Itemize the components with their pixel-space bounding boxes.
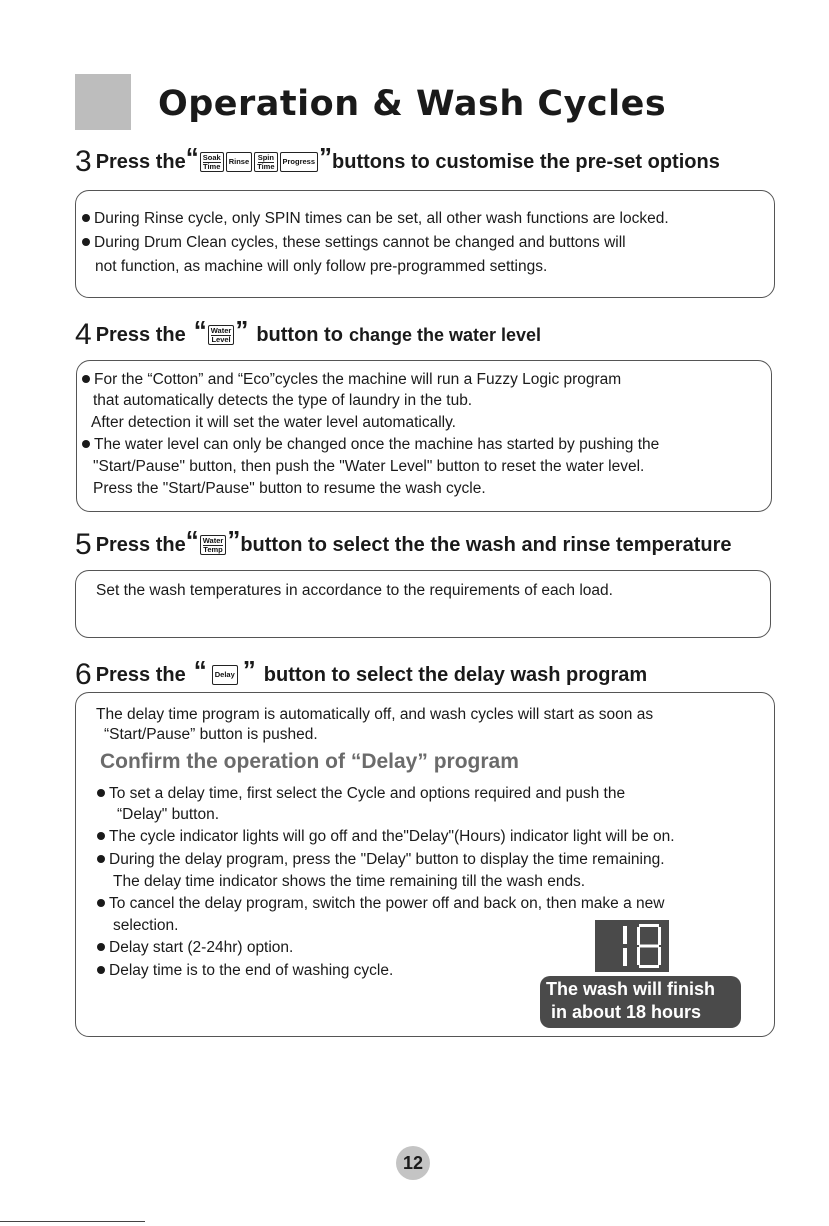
spin-time-key: Spin Time [254,152,277,172]
confirm-heading: Confirm the operation of “Delay” program [100,750,519,773]
page-title: Operation & Wash Cycles [158,84,667,124]
rinse-key: Rinse [226,152,252,172]
water-level-key: Water Level [208,325,235,345]
list-item-cont: selection. [113,917,179,934]
delay-key: Delay [212,665,238,685]
soak-time-key: Soak Time [200,152,224,172]
step-3-box [75,190,775,298]
list-item-cont: not function, as machine will only follow pre-programmed settings. [95,258,548,275]
step-number: 6 [75,658,92,691]
intro-text: “Start/Pause” button is pushed. [104,726,318,743]
list-item: During Rinse cycle, only SPIN times can be set, all other wash functions are locked. [82,210,669,228]
list-item: To cancel the delay program, switch the power off and back on, then make a new [97,895,664,913]
list-item: Set the wash temperatures in accordance to the requirements of each load. [96,582,613,599]
delay-display [595,920,669,972]
list-item: During Drum Clean cycles, these settings cannot be changed and buttons will [82,234,626,252]
list-item: During the delay program, press the "Delay" button to display the time remaining. [97,851,665,869]
step-number: 3 [75,145,92,178]
seven-segment-digits [595,920,669,972]
header-decoration [75,74,131,130]
list-item: For the “Cotton” and “Eco”cycles the machine will run a Fuzzy Logic program [82,371,621,389]
step-prefix: Press the [95,150,186,173]
list-item: The cycle indicator lights will go off and the"Delay"(Hours) indicator light will be on. [97,828,675,846]
list-item: Delay time is to the end of washing cycle. [97,962,393,980]
water-temp-key: Water Temp [200,535,227,555]
badge-line: in about 18 hours [551,1002,702,1022]
list-item-cont: “Delay" button. [117,806,219,823]
step-prefix: Press the [95,533,186,556]
step-suffix: button to select the delay wash program [263,663,648,686]
step-suffix-bold: change the water level [348,324,542,345]
list-item: The water level can only be changed once the machine has started by pushing the [82,436,659,454]
list-item-cont: "Start/Pause" button, then push the "Water Level" button to reset the water level. [93,458,645,475]
step-6-heading: 6 Press the “ Delay ” button to select the delay wash program [75,655,648,691]
step-suffix: buttons to customise the pre-set options [332,150,720,173]
footer-line [0,1221,145,1222]
page-number: 12 [396,1146,430,1180]
step-number: 5 [75,528,92,561]
list-item: Delay start (2-24hr) option. [97,939,293,957]
step-4-box [76,360,772,512]
badge-line: The wash will finish [546,979,716,999]
step-prefix: Press the [95,663,186,686]
step-suffix: button to [256,323,343,346]
intro-text: The delay time program is automatically off, and wash cycles will start as soon as [96,706,654,723]
list-item: To set a delay time, first select the Cycle and options required and push the [97,785,625,803]
list-item-cont: The delay time indicator shows the time remaining till the wash ends. [113,873,586,890]
list-item-cont: After detection it will set the water level automatically. [91,414,456,431]
delay-badge [540,976,741,1028]
step-5-heading: 5 Press the “ Water Temp ” button to select the the wash and rinse temperature [75,525,732,561]
step-5-box [75,570,771,638]
step-number: 4 [75,318,92,351]
step-prefix: Press the [95,323,186,346]
step-3-heading: 3 Press the “ Soak Time Rinse Spin Time Progress ” buttons to customise the pre-set options [75,142,720,178]
step-4-heading: 4 Press the “ Water Level ” button to change the water level [75,315,542,351]
progress-key: Progress [280,152,319,172]
list-item-cont: Press the "Start/Pause" button to resume the wash cycle. [93,480,486,497]
list-item-cont: that automatically detects the type of laundry in the tub. [93,392,473,409]
step-suffix: button to select the the wash and rinse temperature [240,533,732,556]
